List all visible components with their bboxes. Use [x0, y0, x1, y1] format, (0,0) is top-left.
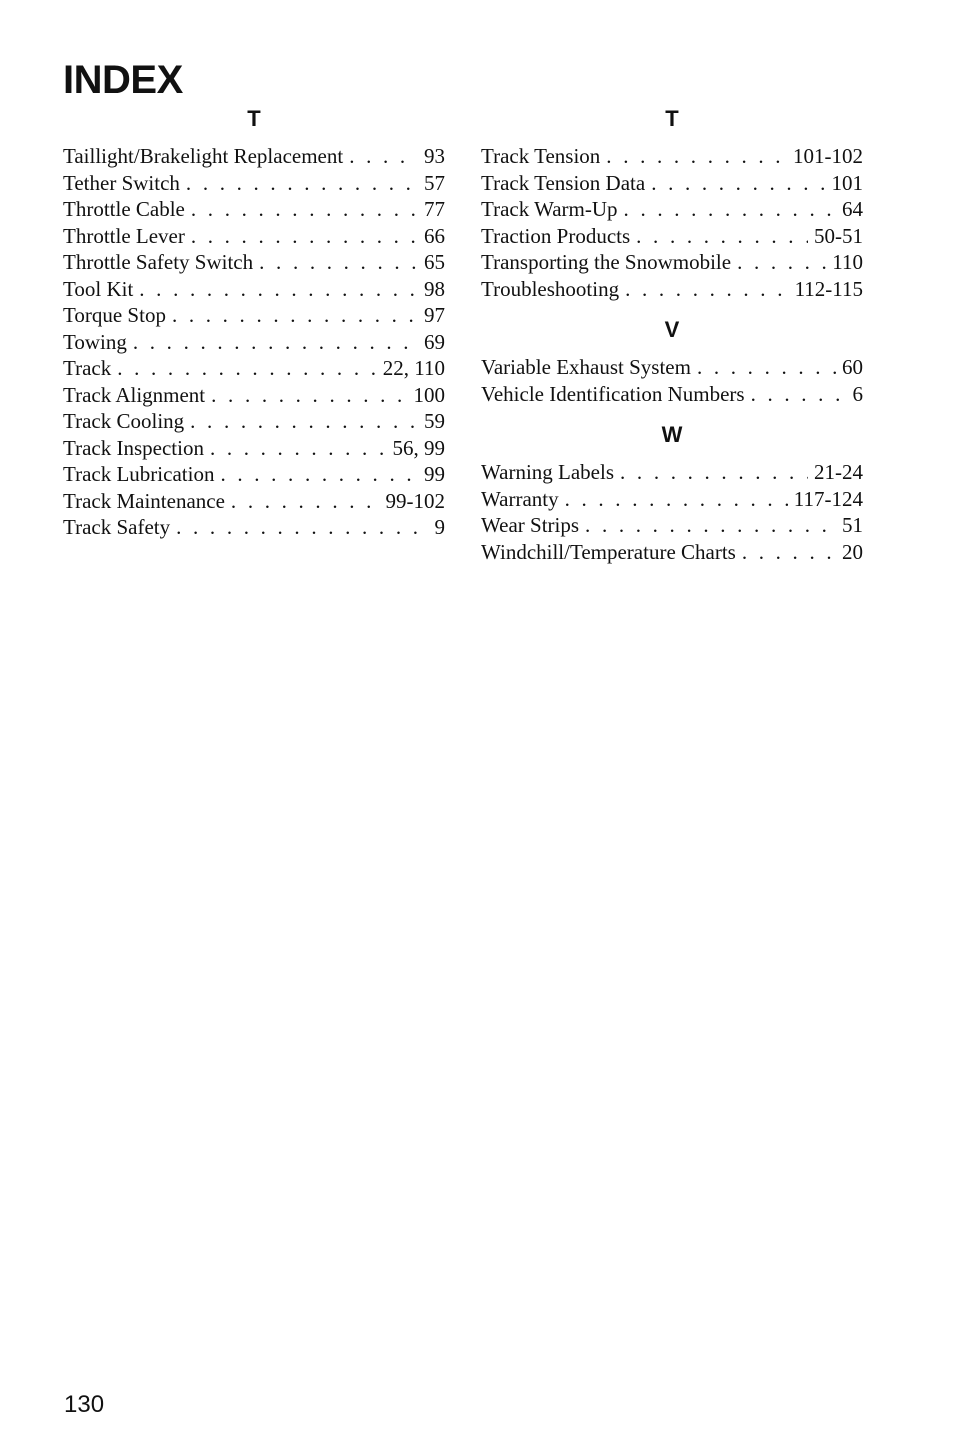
entry-term: Throttle Lever — [63, 223, 185, 248]
entry-term: Track Cooling — [63, 409, 185, 433]
dot-leader — [565, 486, 788, 513]
index-section-t — [63, 104, 445, 541]
dot-leader — [191, 223, 418, 250]
entry-term: Track — [63, 356, 112, 380]
entry-term: Traction Products — [481, 223, 631, 248]
index-section-w — [481, 420, 863, 565]
entry-pages: 101 — [831, 170, 863, 195]
entry-pages: 56, 99 — [392, 435, 445, 460]
index-entry — [481, 381, 863, 408]
index-entry — [481, 170, 863, 197]
entry-term: Warranty — [481, 486, 559, 511]
entry-pages: 51 — [842, 513, 863, 537]
index-entry — [63, 408, 445, 435]
section-letter: T — [247, 106, 261, 131]
entry-pages: 65 — [424, 250, 445, 274]
entry-pages: 99 — [424, 462, 445, 486]
entry-pages: 60 — [842, 355, 863, 379]
section-letter: W — [661, 422, 683, 447]
dot-leader — [751, 381, 847, 408]
dot-leader — [585, 512, 836, 539]
entry-pages: 99-102 — [385, 488, 445, 513]
entry-pages: 22, 110 — [382, 356, 445, 380]
index-entry — [63, 302, 445, 329]
index-entry — [63, 170, 445, 197]
dot-leader — [625, 276, 788, 303]
index-entry — [481, 486, 863, 513]
entry-pages: 59 — [424, 409, 445, 433]
dot-leader — [139, 276, 418, 303]
entry-term: Track Warm-Up — [481, 197, 618, 221]
entry-pages: 117-124 — [793, 486, 863, 511]
dot-leader — [620, 459, 808, 486]
dot-leader — [636, 223, 808, 250]
index-column-right — [481, 104, 863, 565]
entry-pages: 20 — [842, 539, 863, 564]
entry-term: Track Tension — [481, 144, 601, 168]
index-entry — [63, 329, 445, 356]
entry-pages: 93 — [424, 144, 445, 168]
index-entry — [63, 143, 445, 170]
entry-term: Track Tension Data — [481, 170, 646, 195]
entry-term: Vehicle Identification Numbers — [481, 381, 745, 406]
index-entry — [481, 196, 863, 223]
index-entry — [63, 223, 445, 250]
dot-leader — [349, 143, 418, 170]
dot-leader — [176, 514, 428, 541]
index-entry — [63, 196, 445, 223]
index-entry — [63, 382, 445, 409]
entry-pages: 50-51 — [814, 223, 863, 248]
entry-term: Towing — [63, 329, 127, 354]
section-letter: V — [664, 317, 680, 342]
entry-term: Transporting the Snowmobile — [481, 250, 732, 274]
index-section-v — [481, 315, 863, 407]
index-entry — [481, 459, 863, 486]
entry-term: Track Alignment — [63, 382, 206, 407]
entry-term: Throttle Cable — [63, 197, 185, 221]
index-entry — [63, 435, 445, 462]
entry-term: Track Lubrication — [63, 462, 215, 486]
entry-pages: 21-24 — [814, 460, 863, 484]
index-entry — [481, 143, 863, 170]
entry-pages: 77 — [424, 197, 445, 221]
entry-pages: 66 — [424, 223, 445, 248]
entry-pages: 9 — [434, 515, 445, 539]
entry-pages: 112-115 — [794, 276, 863, 301]
page-number: 130 — [64, 1391, 105, 1418]
entry-pages: 57 — [424, 170, 445, 195]
dot-leader — [210, 435, 387, 462]
dot-leader — [742, 539, 836, 566]
entry-pages: 98 — [424, 276, 445, 301]
entry-pages: 110 — [832, 250, 863, 274]
index-entry — [481, 512, 863, 539]
entry-pages: 69 — [424, 329, 445, 354]
dot-leader — [186, 170, 418, 197]
page-title: INDEX — [63, 58, 183, 102]
entry-term: Troubleshooting — [481, 276, 620, 301]
dot-leader — [697, 354, 836, 381]
dot-leader — [259, 249, 418, 276]
dot-leader — [211, 382, 407, 409]
index-entry — [63, 514, 445, 541]
dot-leader — [651, 170, 825, 197]
entry-term: Track Inspection — [63, 435, 204, 460]
entry-pages: 100 — [413, 382, 445, 407]
entry-term: Taillight/Brakelight Replacement — [63, 144, 344, 168]
index-entry — [481, 354, 863, 381]
index-entry — [63, 355, 445, 382]
entry-term: Tether Switch — [63, 170, 180, 195]
index-section-t — [481, 104, 863, 302]
index-entry — [481, 223, 863, 250]
index-entry — [63, 488, 445, 515]
entry-term: Windchill/Temperature Charts — [481, 539, 736, 564]
dot-leader — [172, 302, 418, 329]
entry-term: Wear Strips — [481, 513, 580, 537]
dot-leader — [117, 355, 377, 382]
index-entry — [481, 276, 863, 303]
entry-pages: 6 — [852, 381, 863, 406]
index-entry — [63, 461, 445, 488]
dot-leader — [220, 461, 418, 488]
dot-leader — [606, 143, 787, 170]
entry-term: Torque Stop — [63, 303, 166, 327]
section-letter: T — [665, 106, 679, 131]
entry-term: Tool Kit — [63, 276, 134, 301]
entry-pages: 101-102 — [793, 144, 863, 168]
dot-leader — [190, 408, 418, 435]
index-entry — [63, 276, 445, 303]
entry-term: Track Maintenance — [63, 488, 225, 513]
entry-term: Variable Exhaust System — [481, 355, 691, 379]
index-entry — [481, 249, 863, 276]
dot-leader — [133, 329, 418, 356]
dot-leader — [624, 196, 836, 223]
index-entry — [481, 539, 863, 566]
dot-leader — [231, 488, 380, 515]
entry-pages: 64 — [842, 197, 863, 221]
entry-term: Throttle Safety Switch — [63, 250, 254, 274]
entry-term: Track Safety — [63, 515, 171, 539]
index-entry — [63, 249, 445, 276]
entry-term: Warning Labels — [481, 460, 615, 484]
dot-leader — [737, 249, 826, 276]
entry-pages: 97 — [424, 303, 445, 327]
index-column-left — [63, 104, 445, 541]
dot-leader — [191, 196, 418, 223]
